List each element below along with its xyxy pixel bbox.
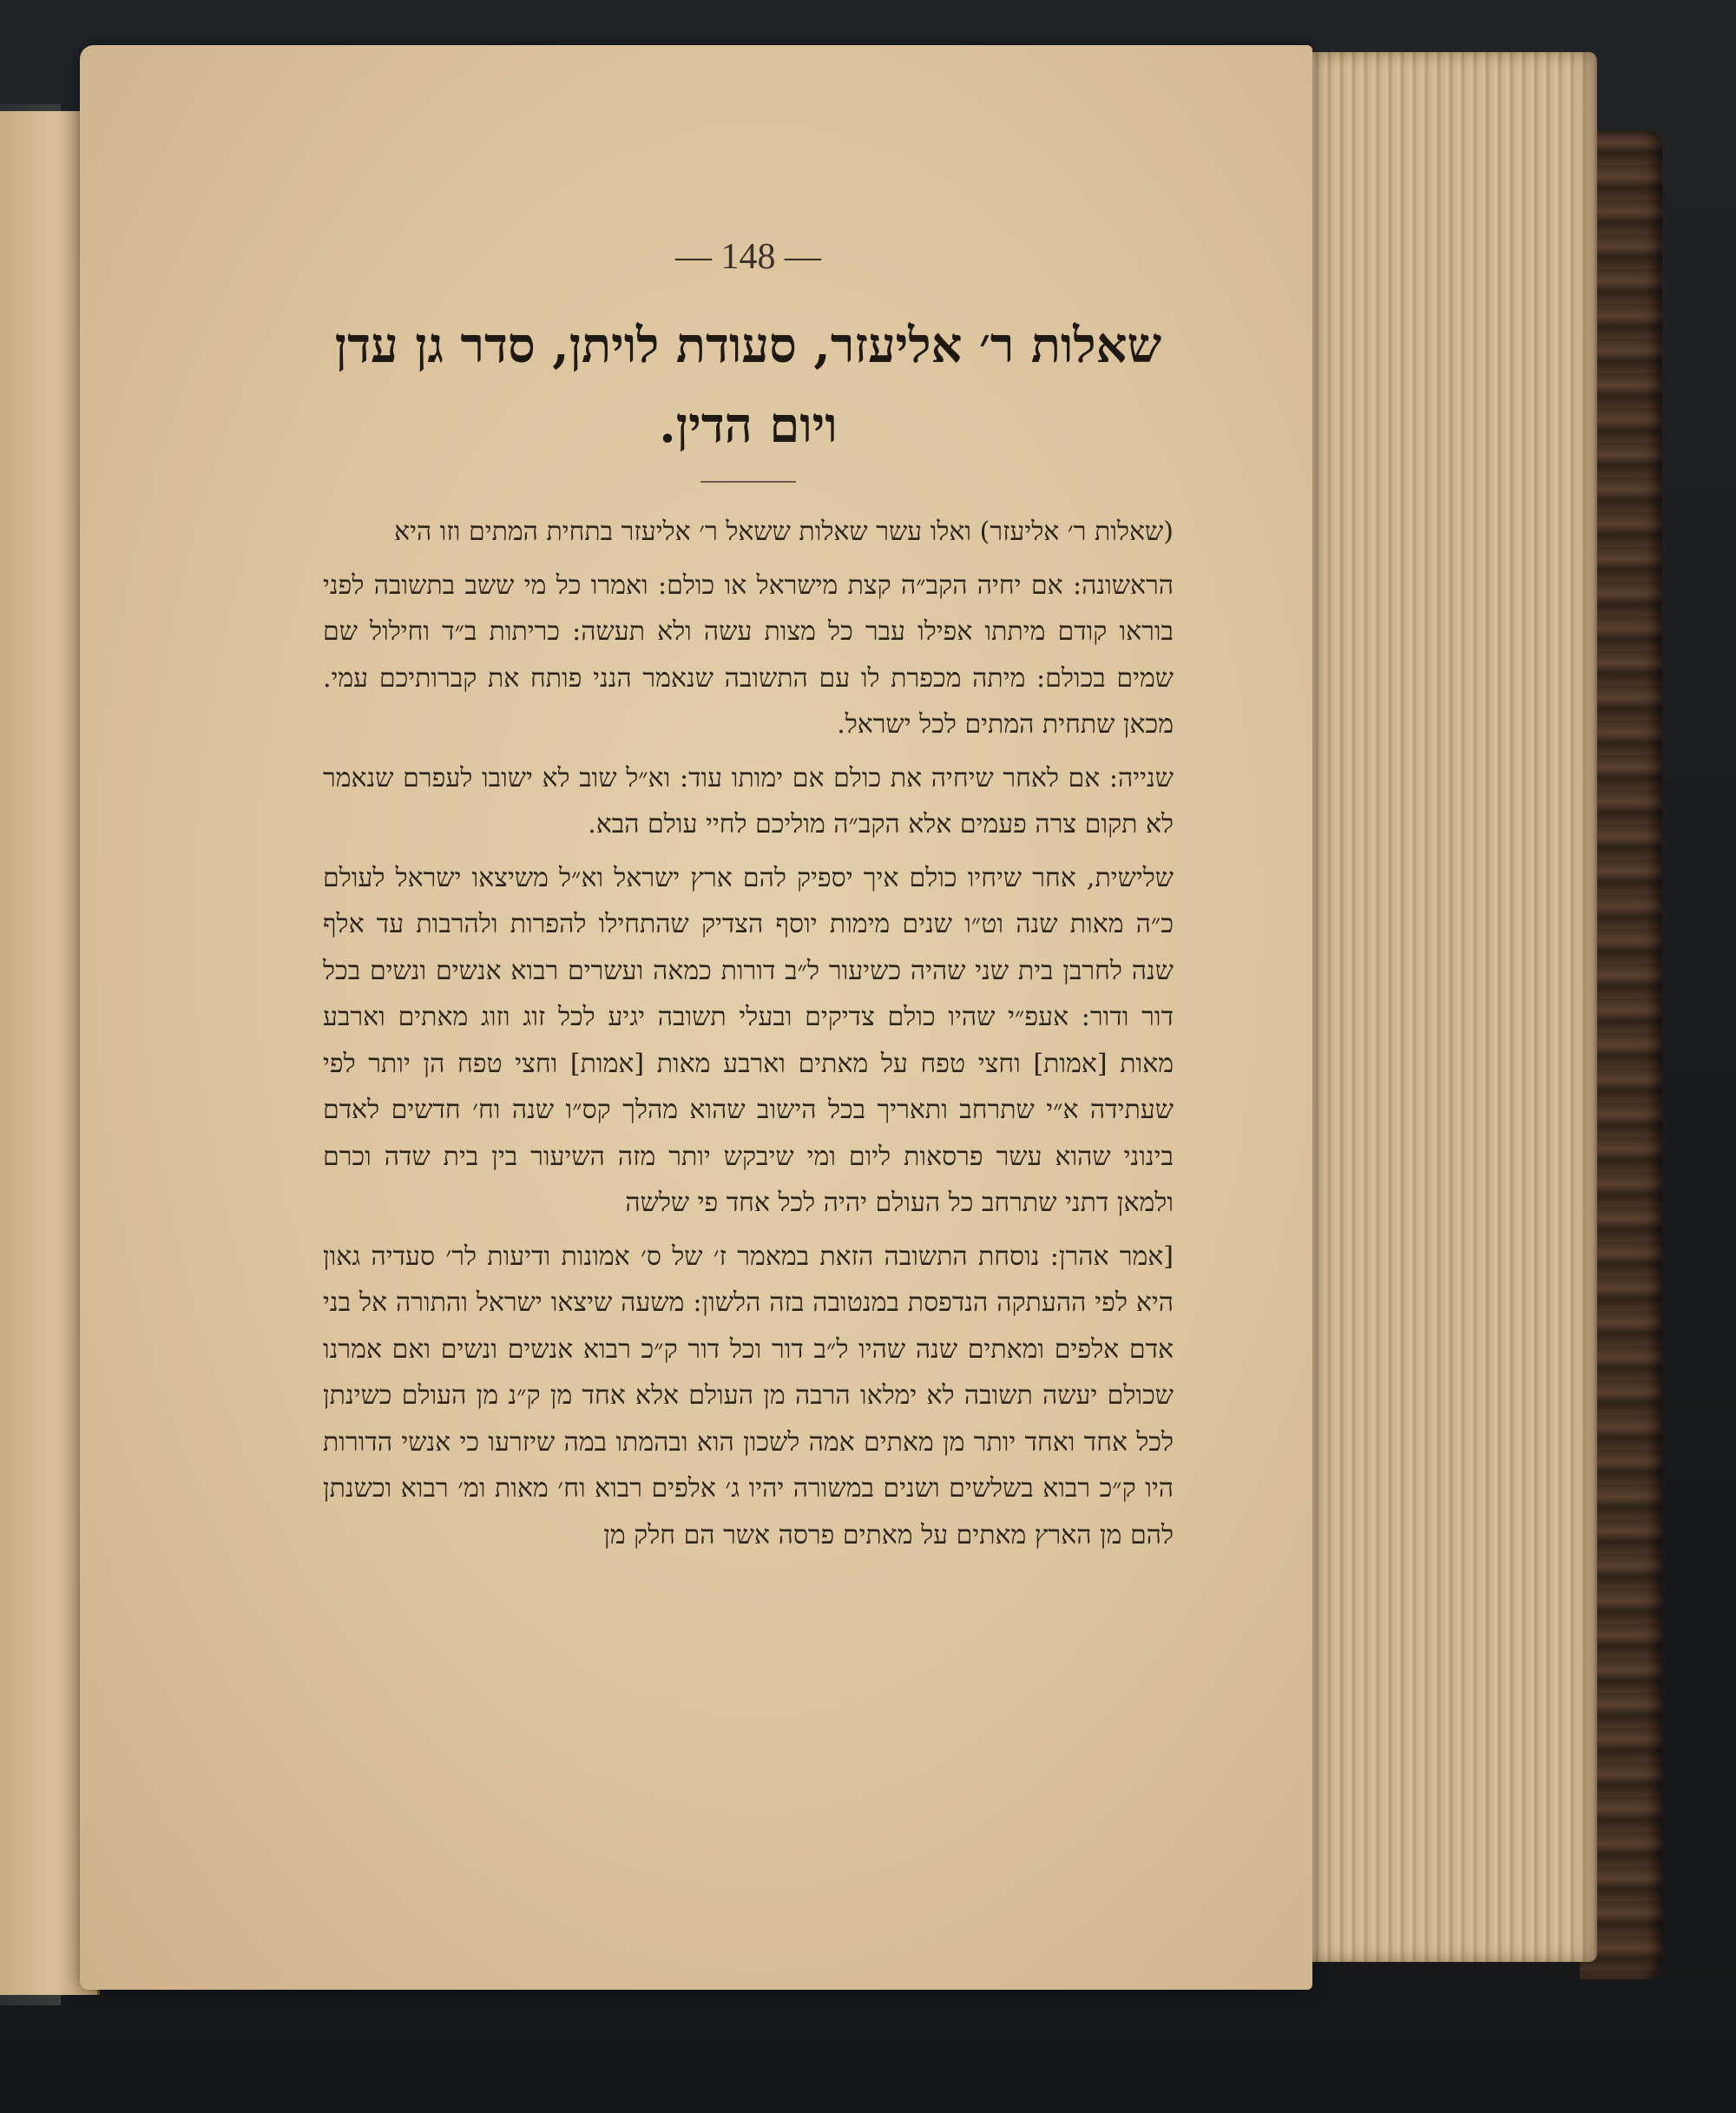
stacked-page-edges <box>1285 52 1597 1962</box>
paragraph-second-question: שנייה: אם לאחר שיחיה את כולם אם ימותו עוד: וא״ל שוב לא ישובו לעפרם שנאמר לא תקום צרה פעמים אלא הקב״ה מוליכם לחיי עולם הבא. <box>323 762 1174 839</box>
page-number: — 148 — <box>675 237 821 277</box>
title-divider <box>700 481 796 483</box>
paragraph-editor-note: [אמר אהרן: נוסחת התשובה הזאת במאמר ז׳ של ס׳ אמונות ודיעות לר׳ סעדיה גאון היא לפי ההעתקה הנדפסת במנטובה בזה הלשון: משעה שיצאו ישראל והתורה אל בני אדם אלפים ומאתים שנה שהיו ל״ב דור וכל דור ק״כ רבוא אנשים ונשים ואם אמרנו שכולם יעשה תשובה לא ימלאו הרבה מן העולם אלא אחד מן ק״נ מן העולם כשינתן לכל אחד ואחד יותר מן מאתים אמה לשכון הוא ובהמתו במה שיזרעו כי אנשי הדורות היו ק״כ רבוא בשלשים ושנים במשורה יהיו ג׳ אלפים רבוא וח׳ מאות ומ׳ רבוא וכשנתן להם מן הארץ מאתים על מאתים פרסה אשר הם חלק מן <box>323 1241 1174 1550</box>
chapter-title: שאלות ר׳ אליעזר, סעודת לויתן, סדר גן עדן ויום הדין. <box>334 317 1162 454</box>
book-page <box>80 45 1312 1990</box>
paragraph-intro: (שאלות ר׳ אליעזר) ואלו עשר שאלות ששאל ר׳ אליעזר בתחית המתים וזו היא <box>394 517 1174 547</box>
paragraph-first-question: הראשונה: אם יחיה הקב״ה קצת מישראל או כולם: ואמרו כל מי ששב בתשובה לפני בוראו קודם מיתתו אפילו עבר כל מצות עשה ולא תעשה: כריתות ב״ד וחילול שם שמים בכולם: מיתה מכפרת לו עם התשובה שנאמר הנני פותח את קברותיכם עמי. מכאן שתחית המתים לכל ישראל. <box>323 569 1174 740</box>
page-text-block <box>323 236 1174 1565</box>
paragraph-third-question: שלישית, אחר שיחיו כולם איך יספיק להם ארץ ישראל וא״ל משיצאו ישראל לעולם כ״ה מאות שנה וט״ו שנים מימות יוסף הצדיק שהתחילו להפרות ולהרבות עד אלף שנה לחרבן בית שני שהיה כשיעור ל״ב דורות כמאה ועשרים רבוא אנשים ונשים בכל דור ודור: אעפ״י שהיו כולם צדיקים ובעלי תשובה יגיע לכל זוג וזוג מאתים וארבע מאות [אמות] וחצי טפח על מאתים וארבע מאות [אמות] וחצי טפח הן יותר לפי שעתידה א״י שתרחב ותאריך בכל הישוב שהוא מהלך קס״ו שנה וח׳ חדשים לאדם בינוני שהוא עשר פרסאות ליום ומי שיבקש יותר מזה השיעור בין בית שדה וכרם ולמאן דתני שתרחב כל העולם יהיה לכל אחד פי שלשה <box>323 862 1174 1218</box>
